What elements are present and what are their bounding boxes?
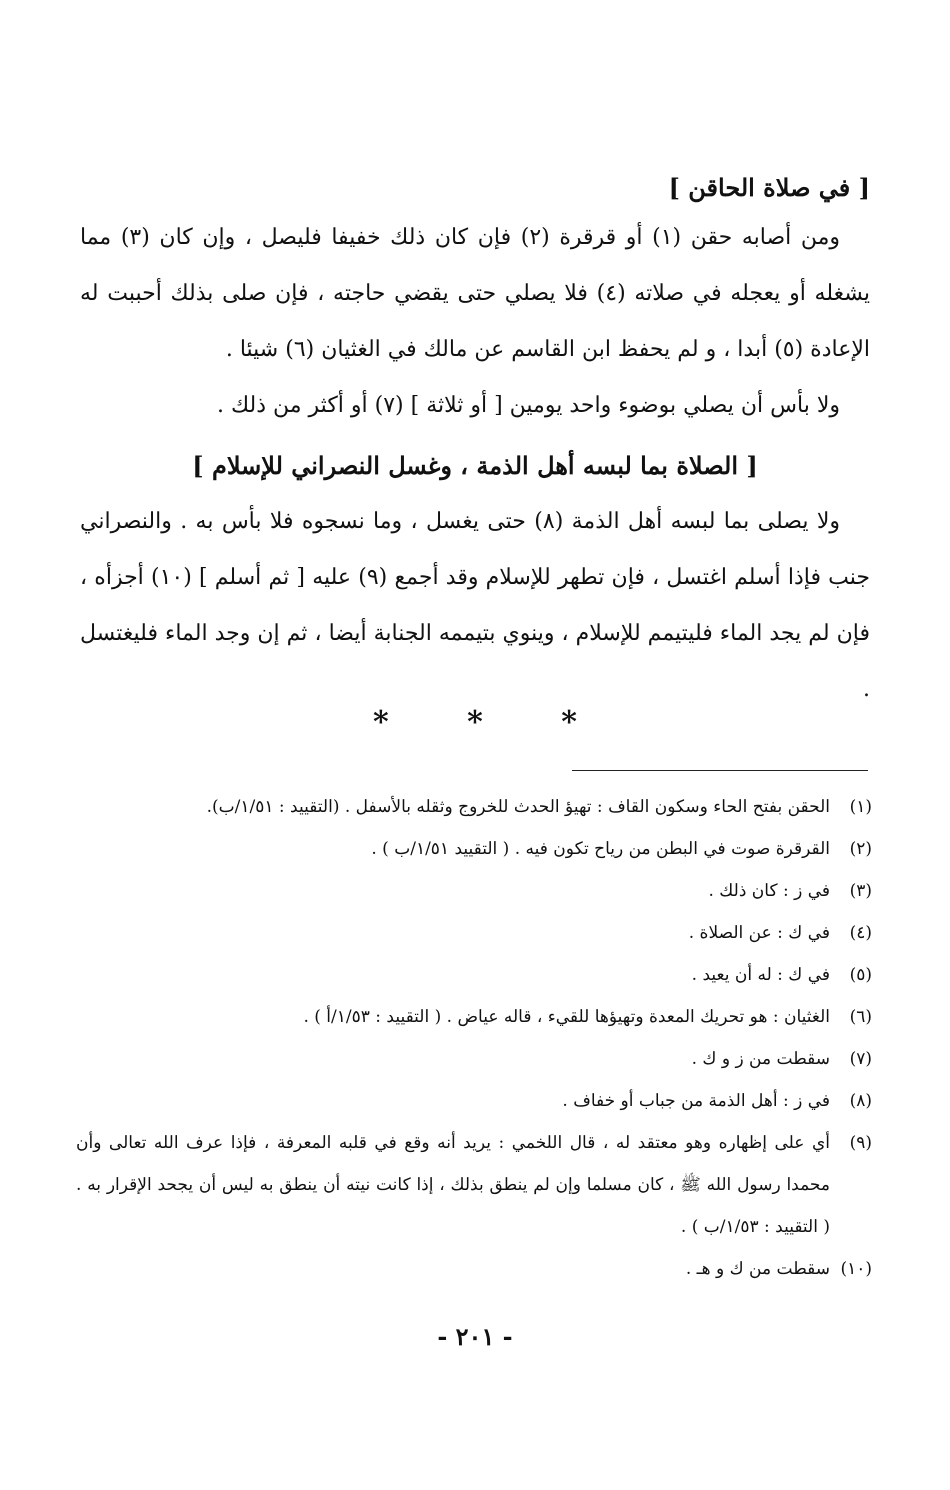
- main-text: [80, 168, 870, 718]
- section-divider-stars: [0, 705, 950, 740]
- footnote-number: (٨): [849, 1091, 872, 1111]
- footnote-text: في ز : كان ذلك .: [708, 881, 830, 901]
- footnote-number: (١): [849, 797, 872, 817]
- footnote: [76, 1038, 872, 1080]
- footnote-text: في ك : له أن يعيد .: [691, 965, 830, 985]
- footnote-text: أي على إظهاره وهو معتقد له ، قال اللخمي : يريد أنه وقع في قلبه المعرفة ، فإذا عرف الله تعالى وأن محمدا رسول الله ﷺ ، كان مسلما وإن لم ينطق بذلك ، إذا كانت نيته أن ينطق به ليس أن يجحد الإقرار به . ( التقييد : ١/٥٣/ب ) .: [76, 1133, 830, 1237]
- footnote-number: (٥): [849, 965, 872, 985]
- footnote-number: (٢): [849, 839, 872, 859]
- paragraph-wudu: ولا بأس أن يصلي بوضوء واحد يومين [ أو ثلاثة ] (٧) أو أكثر من ذلك .: [217, 393, 840, 418]
- footnote: [76, 1248, 872, 1290]
- section-heading-dhimma: [ الصلاة بما لبسه أهل الذمة ، وغسل النصراني للإسلام ]: [192, 451, 758, 480]
- footnote-number: (٣): [849, 881, 872, 901]
- footnotes: [76, 786, 872, 1290]
- footnote-number: (١٠): [840, 1259, 872, 1279]
- footnote-text: في ك : عن الصلاة .: [688, 923, 830, 943]
- footnote: [76, 786, 872, 828]
- footnote: [76, 1122, 872, 1248]
- footnote: [76, 954, 872, 996]
- section-heading-hakin: [ في صلاة الحاقن ]: [668, 173, 870, 202]
- footnote-separator: [572, 770, 868, 771]
- star-2: *: [467, 705, 483, 740]
- footnote-number: (٧): [849, 1049, 872, 1069]
- footnote: [76, 996, 872, 1038]
- star-1: *: [561, 705, 577, 740]
- footnote: [76, 828, 872, 870]
- footnote-text: الحقن بفتح الحاء وسكون القاف : تهيؤ الحدث للخروج وثقله بالأسفل . (التقييد : ١/٥١/ب).: [206, 797, 830, 817]
- footnote-text: سقطت من ك و هـ .: [685, 1259, 830, 1279]
- paragraph-dhimma: ولا يصلى بما لبسه أهل الذمة (٨) حتى يغسل ، وما نسجوه فلا بأس به . والنصراني جنب فإذا أسلم اغتسل ، فإن تطهر للإسلام وقد أجمع (٩) عليه [ ثم أسلم ] (١٠) أجزأه ، فإن لم يجد الماء فليتيمم للإسلام ، وينوي بتيممه الجنابة أيضا ، ثم إن وجد الماء فليغتسل .: [80, 509, 871, 702]
- footnote-text: الغثيان : هو تحريك المعدة وتهيؤها للقيء ، قاله عياض . ( التقييد : ١/٥٣/أ ) .: [303, 1007, 830, 1027]
- star-3: *: [372, 705, 389, 740]
- footnote-text: القرقرة صوت في البطن من رياح تكون فيه . ( التقييد ١/٥١/ب ) .: [371, 839, 830, 859]
- footnote: [76, 870, 872, 912]
- page-number: - ٢٠١ -: [437, 1322, 513, 1351]
- footnote-number: (٦): [849, 1007, 872, 1027]
- footnote-text: في ز : أهل الذمة من جباب أو خفاف .: [562, 1091, 830, 1111]
- footnote: [76, 912, 872, 954]
- paragraph-hakin: ومن أصابه حقن (١) أو قرقرة (٢) فإن كان ذلك خفيفا فليصل ، وإن كان (٣) مما يشغله أو يعجله في صلاته (٤) فلا يصلي حتى يقضي حاجته ، فإن صلى بذلك أحببت له الإعادة (٥) أبدا ، و لم يحفظ ابن القاسم عن مالك في الغثيان (٦) شيئا .: [80, 225, 870, 362]
- footnote: [76, 1080, 872, 1122]
- footnote-number: (٤): [849, 923, 872, 943]
- footnote-text: سقطت من ز و ك .: [691, 1049, 830, 1069]
- footnote-number: (٩): [849, 1133, 872, 1153]
